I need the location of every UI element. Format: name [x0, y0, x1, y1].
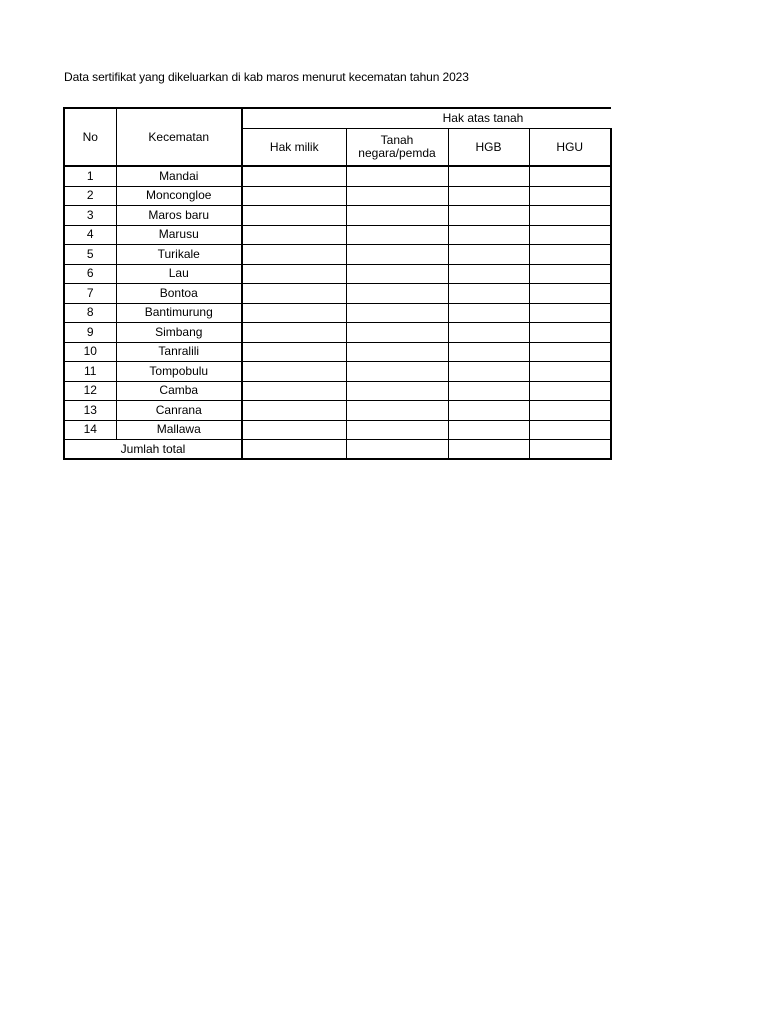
cell-hak-milik	[242, 303, 346, 323]
cell-hak-milik	[242, 362, 346, 382]
cell-hgb	[448, 323, 529, 343]
row-no: 6	[64, 264, 116, 284]
page-title: Data sertifikat yang dikeluarkan di kab maros menurut kecematan tahun 2023	[64, 70, 469, 84]
total-label: Jumlah total	[64, 440, 242, 460]
table-row	[64, 323, 611, 343]
cell-tanah-negara	[346, 303, 448, 323]
row-kecamatan: Moncongloe	[116, 186, 242, 206]
cell-hgb	[448, 186, 529, 206]
row-kecamatan: Mandai	[116, 166, 242, 186]
row-kecamatan: Lau	[116, 264, 242, 284]
total-hgu	[529, 440, 611, 460]
cell-tanah-negara	[346, 284, 448, 304]
row-kecamatan: Camba	[116, 381, 242, 401]
table-row	[64, 342, 611, 362]
row-no: 13	[64, 401, 116, 421]
cell-hgu	[529, 362, 611, 382]
row-no: 3	[64, 206, 116, 226]
header-hak-milik: Hak milik	[242, 129, 346, 167]
row-kecamatan: Marusu	[116, 225, 242, 245]
row-no: 10	[64, 342, 116, 362]
row-kecamatan: Tanralili	[116, 342, 242, 362]
cell-tanah-negara	[346, 362, 448, 382]
cell-hgu	[529, 225, 611, 245]
row-no: 11	[64, 362, 116, 382]
row-kecamatan: Canrana	[116, 401, 242, 421]
cell-hgb	[448, 381, 529, 401]
row-no: 14	[64, 420, 116, 440]
header-hgu: HGU	[529, 129, 611, 167]
cell-hgu	[529, 264, 611, 284]
cell-tanah-negara	[346, 323, 448, 343]
table-row	[64, 381, 611, 401]
cell-tanah-negara	[346, 401, 448, 421]
cell-hgb	[448, 362, 529, 382]
cell-tanah-negara	[346, 166, 448, 186]
cell-hgu	[529, 245, 611, 265]
row-no: 8	[64, 303, 116, 323]
table-row	[64, 186, 611, 206]
cell-hgu	[529, 323, 611, 343]
row-no: 7	[64, 284, 116, 304]
cell-tanah-negara	[346, 245, 448, 265]
row-no: 12	[64, 381, 116, 401]
header-kecematan: Kecematan	[116, 108, 242, 166]
cell-hak-milik	[242, 206, 346, 226]
table-row	[64, 401, 611, 421]
cell-tanah-negara	[346, 420, 448, 440]
row-no: 2	[64, 186, 116, 206]
cell-tanah-negara	[346, 381, 448, 401]
cell-tanah-negara	[346, 186, 448, 206]
cell-hak-milik	[242, 381, 346, 401]
row-no: 9	[64, 323, 116, 343]
header-hak-atas-tanah	[242, 108, 611, 129]
cell-hak-milik	[242, 420, 346, 440]
header-hak-atas-tanah-label: Hak atas tanah	[442, 111, 524, 125]
cell-hgu	[529, 166, 611, 186]
cell-hak-milik	[242, 323, 346, 343]
table-row	[64, 303, 611, 323]
cell-tanah-negara	[346, 342, 448, 362]
cell-hak-milik	[242, 264, 346, 284]
total-hgb	[448, 440, 529, 460]
table-row	[64, 420, 611, 440]
cell-hgb	[448, 401, 529, 421]
certificate-table	[63, 107, 612, 460]
row-kecamatan: Simbang	[116, 323, 242, 343]
cell-hak-milik	[242, 186, 346, 206]
row-kecamatan: Turikale	[116, 245, 242, 265]
header-no: No	[64, 108, 116, 166]
total-tanah-negara	[346, 440, 448, 460]
cell-hgu	[529, 186, 611, 206]
row-no: 5	[64, 245, 116, 265]
table-row	[64, 206, 611, 226]
header-tanah-negara: Tanah negara/pemda	[346, 129, 448, 167]
cell-hgu	[529, 206, 611, 226]
row-kecamatan: Mallawa	[116, 420, 242, 440]
total-hak-milik	[242, 440, 346, 460]
cell-hak-milik	[242, 225, 346, 245]
table-row	[64, 284, 611, 304]
row-kecamatan: Bontoa	[116, 284, 242, 304]
table-row	[64, 166, 611, 186]
cell-hgb	[448, 245, 529, 265]
cell-hgu	[529, 303, 611, 323]
row-kecamatan: Maros baru	[116, 206, 242, 226]
cell-hgb	[448, 166, 529, 186]
cell-hak-milik	[242, 284, 346, 304]
cell-tanah-negara	[346, 206, 448, 226]
cell-hgb	[448, 206, 529, 226]
cell-hgb	[448, 264, 529, 284]
table-row	[64, 362, 611, 382]
cell-hak-milik	[242, 166, 346, 186]
cell-hgb	[448, 303, 529, 323]
cell-hgu	[529, 420, 611, 440]
cell-hak-milik	[242, 401, 346, 421]
cell-tanah-negara	[346, 264, 448, 284]
row-no: 1	[64, 166, 116, 186]
row-kecamatan: Tompobulu	[116, 362, 242, 382]
cell-hgu	[529, 401, 611, 421]
cell-hgb	[448, 342, 529, 362]
cell-tanah-negara	[346, 225, 448, 245]
table-row	[64, 245, 611, 265]
row-no: 4	[64, 225, 116, 245]
cell-hak-milik	[242, 245, 346, 265]
table-row	[64, 264, 611, 284]
cell-hgu	[529, 381, 611, 401]
table-row	[64, 225, 611, 245]
cell-hgb	[448, 420, 529, 440]
cell-hgb	[448, 225, 529, 245]
cell-hgb	[448, 284, 529, 304]
cell-hgu	[529, 284, 611, 304]
total-row	[64, 440, 611, 460]
cell-hak-milik	[242, 342, 346, 362]
cell-hgu	[529, 342, 611, 362]
row-kecamatan: Bantimurung	[116, 303, 242, 323]
header-hgb: HGB	[448, 129, 529, 167]
